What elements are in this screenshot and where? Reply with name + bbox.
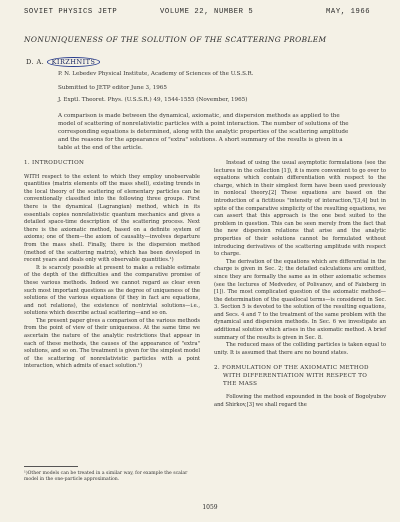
author-line [26,57,100,67]
abstract: A comparison is made between the dynamical, axiomatic, and dispersion methods as applied to the model of scattering of nonrelativistic particles with a point interaction. The number of solutions of the corresponding equations is determined, along with the analytic properties of the scattering amplitude and the reasons for the appearance of "extra" solutions. A short summary of the results is given in a table at the end of the article. [58,113,349,151]
paragraph: The reduced mass of the colliding particles is taken equal to unity. It is assumed that there are no bound states. [214,342,386,356]
section-heading-formulation [214,365,386,388]
paragraph: It is scarcely possible at present to make a reliable estimate of the depth of the difficulties and the comparative promise of these various methods. Indeed we cannot regard as clear even such most important questions as the degree of uniqueness of the solutions of the various equations (if they in fact are equations, and not relations), the existence of nontrivial solutions—i.e., solutions which describe actual scattering—and so on. [24,264,200,317]
section-heading-introduction: 1. INTRODUCTION [24,160,85,166]
heading-line: THE MASS [223,380,258,387]
author-name-circled: KIRZHNITS [47,57,101,67]
paragraph: The derivation of the equations which are differential in the charge is given in Sec. 2; the detailed calculations are omitted, since they are formally the same as in other axiomatic schemes (see the lectures of Medvedev, of Polivanov, and of Faінberg in [1]). The most complicated question of the axiomatic method—the determination of the quasilocal terms—is considered in Sec. 3. Section 5 is devoted to the solution of the resulting equations, and Secs. 4 and 7 to the treatment of the same problem with the dynamical and dispersion methods. In Sec. 6 we investigate an additional solution which arises in the axiomatic method. A brief summary of the results is given in Sec. 8. [214,258,386,341]
affiliation: P. N. Lebedev Physical Institute, Academy of Sciences of the U.S.S.R. [58,71,254,77]
paragraph: WITH respect to the extent to which they employ unobservable quantities (matrix elements off the mass shell), existing trends in the local theory of the scattering of elementary particles can be conventionally classified into the following three groups. First there is the dynamical (Lagrangian) method, which in its essentials copies nonrelativistic quantum mechanics and gives a detailed space-time description of the scattering process. Next there is the axiomatic method, based on a definite system of axioms; one of them—the axiom of causality—involves departure from the mass shell. Finally, there is the dispersion method (method of the scattering matrix), which has been developed in recent years and deals only with observable quantities.¹) [24,173,200,264]
right-column [214,160,386,409]
heading-line: 2. FORMULATION OF THE AXIOMATIC METHOD [214,365,369,372]
left-column [24,160,200,371]
journal-name: SOVIET PHYSICS JETP [24,8,118,16]
footnote: ¹)Other models can be treated in a similar way, for example the scalar model in the one-particle approximation. [24,471,188,483]
citation: J. Exptl. Theoret. Phys. (U.S.S.R.) 49, 1544-1555 (November, 1965) [58,97,248,103]
paragraph: Following the method expounded in the book of Bogolyubov and Shirkov,[3] we shall regard the [214,394,386,408]
page-number: 1059 [202,504,218,511]
issue-date: MAY, 1966 [326,8,371,16]
author-initials: D. A. [26,58,45,66]
article-title: NONUNIQUENESS OF THE SOLUTION OF THE SCATTERING PROBLEM [24,35,327,44]
submission-date: Submitted to JETP editor June 3, 1965 [58,85,167,91]
volume-number: VOLUME 22, NUMBER 5 [160,8,254,16]
paragraph: The present paper gives a comparison of the various methods from the point of view of their uniqueness. At the same time we ascertain the nature of the analytic restrictions that appear in each of these methods, the causes of the appearance of "extra" solutions, and so on. The treatment is given for the simplest model of the scattering of nonrelativistic particles with a point interaction, which admits of exact solution.¹) [24,317,200,370]
heading-line: WITH DIFFERENTIATION WITH RESPECT TO [223,373,368,380]
paragraph: Instead of using the usual asymptotic formulations (see the lectures in the collection [1]), it is more convenient to go over to equations which contain differentiation with respect to the charge, which in their simplest form have been used previously in nonlocal theory.[2] These equations are based on the introduction of a fictitious "intensity of interaction,"[3,4] but in spite of the comparative simplicity of the resulting equations, we can assert that this approach is the one best suited to the problem in question. This can be seen merely from the fact that the new dispersion relations that arise and the analytic properties of their solutions cannot be formulated without introducing derivatives of the scattering amplitude with respect to charge. [214,160,386,258]
footnote-divider [24,466,78,467]
running-header [0,8,400,18]
